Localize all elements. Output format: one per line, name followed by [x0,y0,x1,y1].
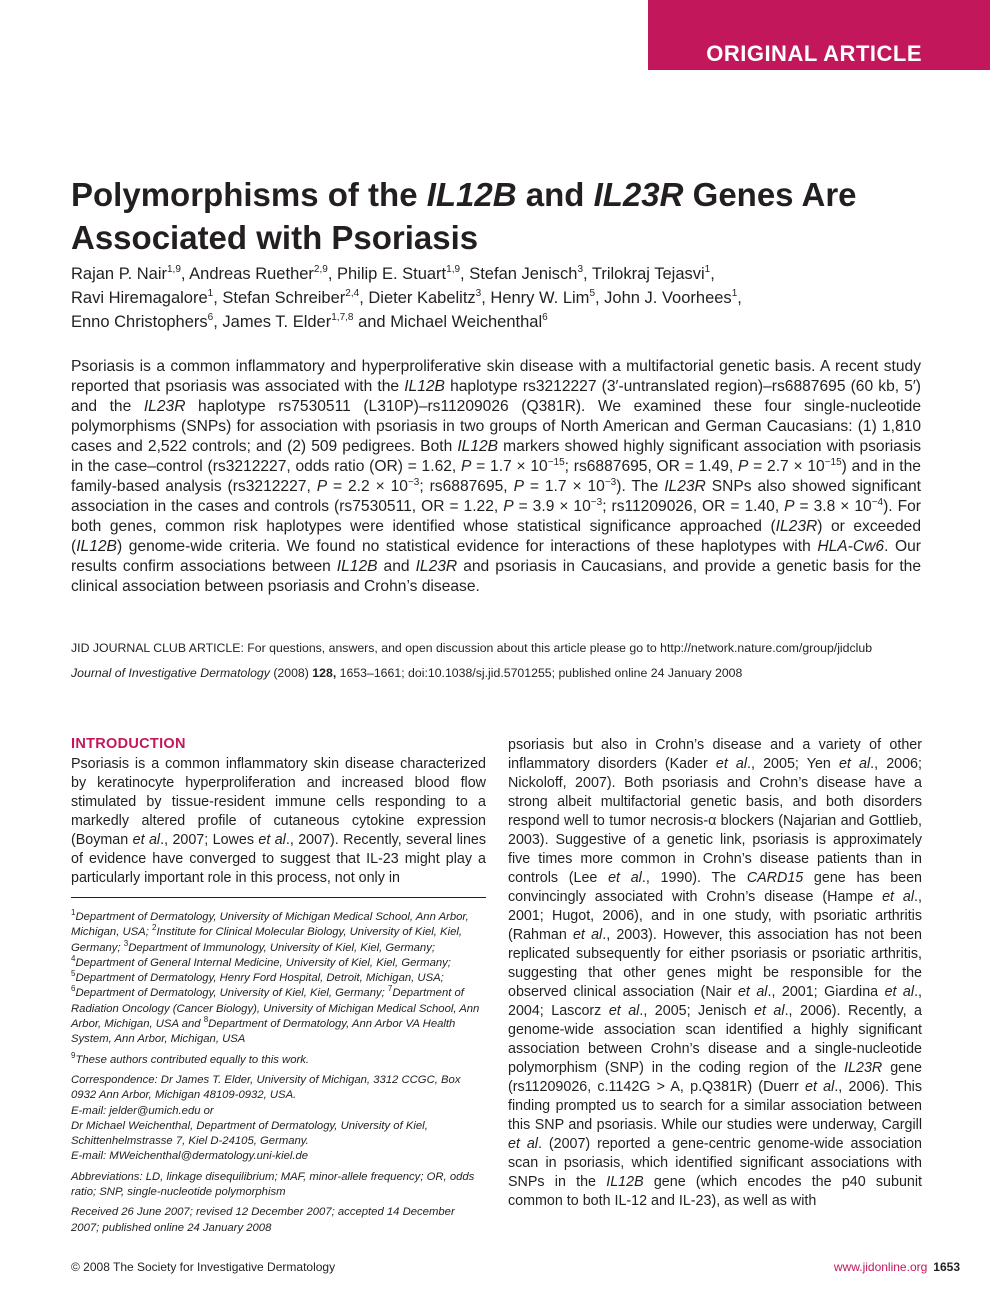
author: Philip E. Stuart$^{1,9}$, [337,264,470,283]
introduction-column-right: psoriasis but also in Crohn’s disease and a variety of other inflammatory disorders (Kader et al., 2005; Yen et al., 2006; Nickoloff, 2007). Both psoriasis and Crohn’s disease have a strong albeit multifactorial genetic basis, and both disorders respond well to tumor necrosis-α blockers (Najarian and Gottlieb, 2003). Suggestive of a genetic link, psoriasis is approximately five times more common in Crohn’s disease patients than in controls (Lee et al., 1990). The CARD15 gene has been convincingly associated with Crohn’s disease (Hampe et al., 2001; Hugot, 2006), and in one study, with psoriatic arthritis (Rahman et al., 2003). However, this association has not been replicated subsequently for either psoriasis or psoriatic arthritis, suggesting that other genes might be responsible for the observed clinical association (Nair et al., 2001; Giardina et al., 2004; Lascorz et al., 2005; Jenisch et al., 2006). Recently, a genome-wide association scan identified a highly significant association between Crohn’s disease and a single-nucleotide polymorphism (SNP) in the coding region of the IL23R gene (rs11209026, c.1142G > A, p.Q381R) (Duerr et al., 2006). This finding prompted us to search for a similar association between this SNP and psoriasis. While our studies were underway, Cargill et al. (2007) reported a gene-centric genome-wide association scan in psoriasis, which identified significant associations with SNPs in the IL12B gene (which encodes the p40 subunit common to both IL-12 and IL-23), as well as with [508,737,923,1209]
introduction-column-left: INTRODUCTION Psoriasis is a common inflammatory skin disease characterized by keratinocyte hyperproliferation and increased blood flow stimulated by tissue-resident immune cells responding to a markedly altered profile of cutaneous cytokine expression (Boyman et al., 2007; Lowes et al., 2007). Recently, several lines of evidence have converged to suggest that IL-23 might play a particularly important role in this process, not only in [71,736,486,886]
author-list [71,262,921,334]
abstract: Psoriasis is a common inflammatory and hyperproliferative skin disease with a multifactorial genetic basis. A recent study reported that psoriasis was associated with the IL12B haplotype rs3212227 (3′-untranslated region)–rs6887695 (60 kb, 5′) and the IL23R haplotype rs7530511 (L310P)–rs11209026 (Q381R). We examined these four single-nucleotide polymorphisms (SNPs) for association with psoriasis in two groups of North American and German Caucasians: (1) 1,810 cases and 2,522 controls; and (2) 509 pedigrees. Both IL12B markers showed highly significant association with psoriasis in the case–control (rs3212227, odds ratio (OR) = 1.62, $P = 1.7 \times 10^{-15}$; rs6887695, OR = 1.49, $P = 2.7 \times 10^{-15}$) and in the family-based analysis (rs3212227, $P = 2.2 \times 10^{-3}$; rs6887695, $P = 1.7 \times 10^{-3}$). The IL23R SNPs also showed significant association in the cases and controls (rs7530511, OR = 1.22, $P = 3.9 \times 10^{-3}$; rs11209026, OR = 1.40, $P = 3.8 \times 10^{-4}$). For both genes, common risk haplotypes were identified whose statistical significance approached (IL23R) or exceeded (IL12B) genome-wide criteria. We found no statistical evidence for interactions of these haplotypes with HLA-Cw6. Our results confirm associations between IL12B and IL23R and psoriasis in Caucasians, and provide a genetic basis for the clinical association between psoriasis and Crohn’s disease. [71,358,922,595]
journal-url-link[interactable]: www.jidonline.org [833,1260,928,1274]
author: James T. Elder$^{1,7,8}$ and [222,312,391,331]
received-dates: Received 26 June 2007; revised 12 December 2007; accepted 14 December 2007; published online 24 January 2008 [71,1206,455,1234]
page-number: 1653 [933,1260,960,1274]
author: John J. Voorhees$^1$, [604,288,742,307]
correspondence: Correspondence: Dr James T. Elder, University of Michigan, 3312 CCGC, Box 0932 Ann Arbor, Michigan 48109-0932, USA. [71,1073,461,1102]
affiliations: $^1$Department of Dermatology, University of Michigan Medical School, Ann Arbor, Michigan, USA; $^2$Institute for Clinical Molecular Biology, University of Kiel, Kiel, Germany; $^3$Department of Immunology, University of Kiel, Kiel, Germany; $^4$Department of General Internal Medicine, University of Kiel, Kiel, Germany; $^5$Department of Dermatology, Henry Ford Hospital, Detroit, Michigan, USA; $^6$Department of Dermatology, University of Kiel, Kiel, Germany; $^7$Department of Radiation Oncology (Cancer Biology), University of Michigan Medical School, Ann Arbor, Michigan, USA and $^8$Department of Dermatology, Ann Arbor VA Health System, Ann Arbor, Michigan, USA [71,908,480,1046]
journal-club-note: JID JOURNAL CLUB ARTICLE: For questions, answers, and open discussion about this article please go to http://network.nature.com/group/jidclub [71,641,873,655]
correspondence-email-2: E-mail: MWeichenthal@dermatology.uni-kiel.de [71,1150,309,1163]
author: Stefan Jenisch$^3$, [469,264,592,283]
correspondence-2: Dr Michael Weichenthal, Department of Dermatology, University of Kiel, Schittenhelmstrasse 7, Kiel D-24105, Germany. [71,1119,428,1148]
footnotes [71,910,486,1241]
equal-contribution-note: $^9$These authors contributed equally to this work. [71,1050,310,1066]
author: Henry W. Lim$^5$, [490,288,605,307]
page-footer-right [834,1260,960,1274]
author: Trilokraj Tejasvi$^1$, [591,264,715,283]
correspondence-email-1: E-mail: jelder@umich.edu or [71,1104,214,1117]
author: Michael Weichenthal$^6$ [390,312,548,331]
author: Andreas Ruether$^{2,9}$, [189,264,337,283]
author: Dieter Kabelitz$^3$, [368,288,491,307]
copyright: © 2008 The Society for Investigative Dermatology [71,1260,336,1274]
introduction-heading: INTRODUCTION [71,736,186,752]
author: Ravi Hiremagalore$^1$, [71,288,223,307]
abbreviations: Abbreviations: LD, linkage disequilibrium; MAF, minor-allele frequency; OR, odds ratio; SNP, single-nucleotide polymorphism [71,1170,475,1199]
author: Stefan Schreiber$^{2,4}$, [222,288,369,307]
author: Enno Christophers$^6$, [71,312,223,331]
author: Rajan P. Nair$^{1,9}$, [71,264,190,283]
article-title: Polymorphisms of the IL12B and IL23R Genes Are Associated with Psoriasis [71,176,857,256]
article-type-label: ORIGINAL ARTICLE [706,41,922,66]
footnote-divider [71,897,486,898]
citation-line: Journal of Investigative Dermatology (2008) 128, 1653–1661; doi:10.1038/sj.jid.5701255; published online 24 January 2008 [71,666,743,680]
